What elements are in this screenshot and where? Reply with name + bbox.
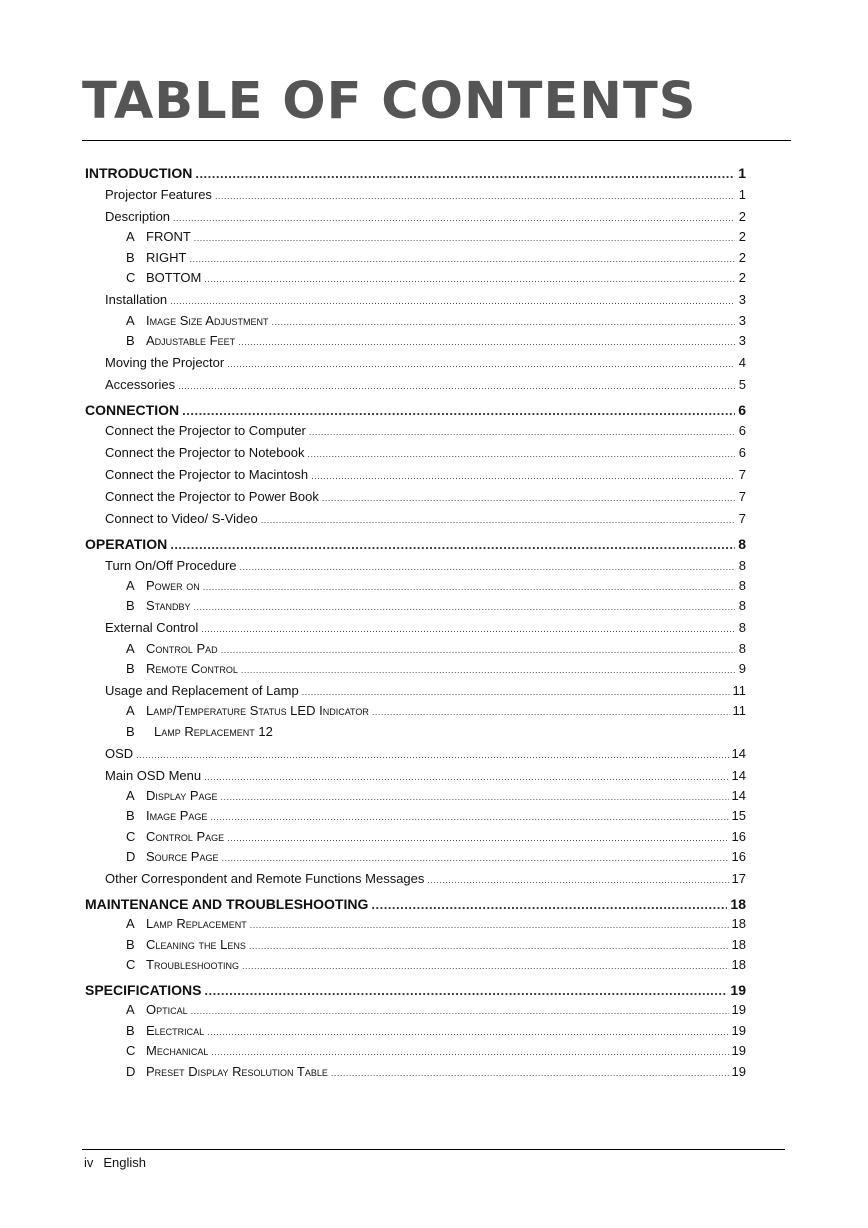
footer-divider bbox=[82, 1149, 785, 1150]
toc-leader-dots bbox=[238, 334, 735, 350]
footer-language: English bbox=[103, 1155, 147, 1170]
toc-entry-text: Main OSD Menu bbox=[105, 768, 202, 783]
toc-entry-text: Control Page bbox=[146, 829, 225, 844]
toc-entry-text: Mechanical bbox=[146, 1043, 209, 1058]
toc-section[interactable] bbox=[105, 377, 746, 393]
toc-entry-text: Adjustable Feet bbox=[146, 333, 236, 348]
toc-leader-dots bbox=[204, 983, 727, 999]
toc-entry-text: Installation bbox=[105, 292, 168, 307]
toc-page-number: 7 bbox=[738, 511, 746, 526]
toc-page-number: 2 bbox=[738, 229, 746, 244]
toc-entry-letter: C bbox=[126, 957, 136, 972]
toc-entry-letter: A bbox=[126, 1002, 135, 1017]
toc-leader-dots bbox=[240, 559, 735, 575]
toc-entry-text: Other Correspondent and Remote Functions Messages bbox=[105, 871, 425, 886]
toc-leader-dots bbox=[221, 850, 728, 866]
toc-subsection[interactable] bbox=[126, 788, 746, 804]
toc-subsection[interactable] bbox=[126, 270, 746, 286]
toc-leader-dots bbox=[215, 188, 735, 204]
toc-entry-label bbox=[85, 896, 368, 912]
toc-section[interactable] bbox=[105, 187, 746, 203]
toc-page-number: 11 bbox=[732, 683, 746, 698]
toc-leader-dots bbox=[191, 1003, 729, 1019]
toc-leader-dots bbox=[194, 599, 735, 615]
toc-leader-dots bbox=[204, 271, 735, 287]
toc-page-number: 18 bbox=[731, 937, 746, 952]
toc-entry-label bbox=[126, 1043, 208, 1059]
toc-chapter[interactable] bbox=[85, 165, 746, 181]
toc-entry-letter: A bbox=[126, 578, 135, 593]
toc-page-number: 11 bbox=[732, 703, 746, 718]
toc-page-number: 18 bbox=[731, 916, 746, 931]
toc-entry-text: RIGHT bbox=[146, 250, 187, 265]
toc-page-number: 7 bbox=[738, 467, 746, 482]
toc-section[interactable] bbox=[105, 558, 746, 574]
toc-entry-text: CONNECTION bbox=[85, 402, 180, 418]
toc-leader-dots bbox=[195, 166, 735, 182]
toc-entry-label bbox=[126, 1002, 188, 1018]
toc-leader-dots bbox=[249, 938, 729, 954]
toc-entry-label bbox=[126, 313, 268, 329]
toc-page-number: 4 bbox=[738, 355, 746, 370]
toc-leader-dots bbox=[136, 747, 728, 763]
toc-leader-dots bbox=[170, 293, 735, 309]
toc-section[interactable] bbox=[105, 489, 746, 505]
toc-entry-label bbox=[126, 808, 207, 824]
toc-page-number: 19 bbox=[730, 982, 746, 998]
toc-entry-letter: C bbox=[126, 1043, 136, 1058]
toc-section[interactable] bbox=[105, 511, 746, 527]
toc-entry-label bbox=[85, 536, 167, 552]
toc-section[interactable] bbox=[105, 445, 746, 461]
toc-section[interactable] bbox=[105, 620, 746, 636]
toc-page-number: 8 bbox=[738, 536, 746, 552]
toc-page-number: 14 bbox=[731, 788, 746, 803]
toc-entry-letter: A bbox=[126, 229, 135, 244]
toc-page-number: 8 bbox=[738, 620, 746, 635]
toc-chapter[interactable] bbox=[85, 536, 746, 552]
toc-entry-text: Display Page bbox=[146, 788, 218, 803]
toc-entry-letter: B bbox=[126, 250, 135, 265]
toc-entry-text: OPERATION bbox=[85, 536, 168, 552]
toc-entry-label bbox=[85, 165, 192, 181]
toc-entry-text: Turn On/Off Procedure bbox=[105, 558, 237, 573]
toc-page-number: 8 bbox=[738, 558, 746, 573]
toc-page-number: 7 bbox=[738, 489, 746, 504]
toc-leader-dots bbox=[221, 642, 735, 658]
toc-subsection[interactable] bbox=[126, 598, 746, 614]
toc-entry-letter: B bbox=[126, 598, 135, 613]
toc-subsection[interactable] bbox=[126, 916, 746, 932]
toc-entry-letter: A bbox=[126, 313, 135, 328]
toc-entry-label bbox=[126, 849, 218, 865]
toc-page-number: 3 bbox=[738, 313, 746, 328]
toc-entry-text: Source Page bbox=[146, 849, 219, 864]
toc-leader-dots bbox=[241, 662, 735, 678]
toc-leader-dots bbox=[227, 356, 735, 372]
toc-page-number: 8 bbox=[738, 598, 746, 613]
toc-page-number: 5 bbox=[738, 377, 746, 392]
toc-entry-text: Description bbox=[105, 209, 171, 224]
toc-section[interactable] bbox=[105, 746, 746, 762]
toc-leader-dots bbox=[307, 446, 735, 462]
toc-page-number: 14 bbox=[731, 768, 746, 783]
toc-page-number: 2 bbox=[738, 250, 746, 265]
toc-subsection[interactable] bbox=[126, 578, 746, 594]
toc-entry-label bbox=[85, 402, 179, 418]
toc-subsection[interactable] bbox=[126, 1064, 746, 1080]
toc-subsection[interactable] bbox=[126, 1002, 746, 1018]
toc-leader-dots bbox=[170, 537, 735, 553]
toc-entry-text: Connect to Video/ S-Video bbox=[105, 511, 258, 526]
toc-entry-label bbox=[126, 333, 235, 349]
toc-entry-text: Power on bbox=[146, 578, 200, 593]
toc-leader-dots bbox=[227, 830, 728, 846]
toc-entry-letter: B bbox=[126, 808, 135, 823]
toc-entry-label bbox=[85, 982, 201, 998]
toc-subsection[interactable] bbox=[126, 937, 746, 953]
toc-leader-dots bbox=[178, 378, 735, 394]
toc-subsection[interactable] bbox=[126, 333, 746, 349]
toc-page-number: 18 bbox=[730, 896, 746, 912]
toc-subsection[interactable] bbox=[126, 661, 746, 677]
toc-page-number: 2 bbox=[738, 270, 746, 285]
toc-entry-letter: A bbox=[126, 788, 135, 803]
toc-entry-label bbox=[105, 620, 198, 636]
toc-leader-dots bbox=[250, 917, 729, 933]
toc-leader-dots bbox=[271, 314, 735, 330]
toc-page-number: 2 bbox=[738, 209, 746, 224]
toc-subsection[interactable] bbox=[126, 641, 746, 657]
toc-page-number: 15 bbox=[731, 808, 746, 823]
toc-entry-label bbox=[126, 957, 239, 973]
toc-entry-letter: B bbox=[126, 724, 135, 739]
toc-leader-dots bbox=[189, 251, 735, 267]
toc-entry-text: Preset Display Resolution Table bbox=[146, 1064, 328, 1079]
toc-entry-text: Control Pad bbox=[146, 641, 218, 656]
toc-leader-dots bbox=[309, 424, 735, 440]
toc-entry-label bbox=[105, 558, 237, 574]
page-footer bbox=[84, 1155, 156, 1170]
toc-entry-text: Remote Control bbox=[146, 661, 238, 676]
title-divider bbox=[82, 140, 791, 141]
toc-leader-dots bbox=[372, 704, 730, 720]
toc-leader-dots bbox=[210, 809, 728, 825]
toc-entry-text: External Control bbox=[105, 620, 199, 635]
toc-page-number: 16 bbox=[731, 829, 746, 844]
toc-entry-label bbox=[126, 788, 218, 804]
toc-entry-letter: B bbox=[126, 937, 135, 952]
toc-subsection[interactable] bbox=[126, 829, 746, 845]
toc-entry-text: FRONT bbox=[146, 229, 191, 244]
toc-entry-text: Electrical bbox=[146, 1023, 205, 1038]
toc-section[interactable] bbox=[105, 292, 746, 308]
toc-page-number: 17 bbox=[731, 871, 746, 886]
toc-entry-label bbox=[126, 229, 191, 245]
toc-leader-dots bbox=[207, 1024, 728, 1040]
toc-entry-letter: A bbox=[126, 641, 135, 656]
toc-entry-label bbox=[126, 1023, 204, 1039]
toc-page-number: 19 bbox=[731, 1043, 746, 1058]
toc-entry-text: Connect the Projector to Macintosh bbox=[105, 467, 309, 482]
page-title: TABLE OF CONTENTS bbox=[82, 72, 697, 131]
toc-subsection[interactable] bbox=[126, 1043, 746, 1059]
toc-page-number: 6 bbox=[738, 402, 746, 418]
toc-entry-text: Usage and Replacement of Lamp bbox=[105, 683, 299, 698]
toc-entry-text: SPECIFICATIONS bbox=[85, 982, 202, 998]
toc-entry-label bbox=[126, 829, 224, 845]
toc-leader-dots bbox=[331, 1065, 729, 1081]
toc-leader-dots bbox=[302, 684, 730, 700]
toc-subsection[interactable] bbox=[126, 849, 746, 865]
toc-entry-label bbox=[105, 377, 175, 393]
toc-entry-text: Accessories bbox=[105, 377, 176, 392]
toc-page-number: 19 bbox=[731, 1002, 746, 1017]
toc-section[interactable] bbox=[105, 768, 746, 784]
toc-entry-label bbox=[126, 1064, 328, 1080]
toc-subsection[interactable] bbox=[126, 313, 746, 329]
toc-entry-letter: A bbox=[126, 703, 135, 718]
toc-page-number: 19 bbox=[731, 1023, 746, 1038]
toc-leader-dots bbox=[427, 872, 728, 888]
toc-entry-label bbox=[105, 445, 304, 461]
toc-entry-text: Connect the Projector to Computer bbox=[105, 423, 306, 438]
toc-subsection[interactable] bbox=[126, 808, 746, 824]
toc-section[interactable] bbox=[105, 683, 746, 699]
toc-section[interactable] bbox=[105, 467, 746, 483]
toc-leader-dots bbox=[203, 579, 735, 595]
toc-entry-text: Standby bbox=[146, 598, 191, 613]
toc-entry-text: Moving the Projector bbox=[105, 355, 225, 370]
toc-leader-dots bbox=[201, 621, 735, 637]
toc-entry-label bbox=[105, 209, 170, 225]
toc-entry-text: Image Page bbox=[146, 808, 208, 823]
footer-page-number: iv bbox=[84, 1155, 94, 1170]
toc-page-number: 9 bbox=[738, 661, 746, 676]
toc-entry-label bbox=[105, 489, 319, 505]
toc-entry-letter: D bbox=[126, 849, 136, 864]
toc-entry-text: Optical bbox=[146, 1002, 188, 1017]
toc-leader-dots bbox=[211, 1044, 728, 1060]
toc-leader-dots bbox=[182, 403, 735, 419]
toc-entry-label bbox=[105, 355, 224, 371]
toc-entry-letter: B bbox=[126, 661, 135, 676]
toc-entry-label bbox=[126, 270, 201, 286]
toc-leader-dots bbox=[371, 897, 727, 913]
toc-page-number: 8 bbox=[738, 578, 746, 593]
toc-entry-text: Projector Features bbox=[105, 187, 212, 202]
toc-page-number: 1 bbox=[738, 165, 746, 181]
toc-entry-label bbox=[105, 871, 424, 887]
toc-section[interactable] bbox=[105, 871, 746, 887]
toc-leader-dots bbox=[173, 210, 735, 226]
toc-subsection[interactable] bbox=[126, 957, 746, 973]
toc-entry-letter: B bbox=[126, 333, 135, 348]
toc-entry-text: Troubleshooting bbox=[146, 957, 239, 972]
toc-leader-dots bbox=[261, 512, 735, 528]
toc-page-number: 14 bbox=[731, 746, 746, 761]
toc-entry-label bbox=[105, 467, 308, 483]
toc-subsection[interactable] bbox=[126, 250, 746, 266]
toc-page-number: 18 bbox=[731, 957, 746, 972]
toc-page-number: 19 bbox=[731, 1064, 746, 1079]
toc-entry-letter: C bbox=[126, 829, 136, 844]
toc-entry-text: MAINTENANCE AND TROUBLESHOOTING bbox=[85, 896, 369, 912]
toc-entry-label bbox=[105, 187, 212, 203]
toc-entry-label bbox=[126, 703, 369, 719]
toc-entry-text: Image Size Adjustment bbox=[146, 313, 269, 328]
toc-page-number: 3 bbox=[738, 292, 746, 307]
toc-leader-dots bbox=[311, 468, 735, 484]
toc-entry-letter: D bbox=[126, 1064, 136, 1079]
toc-chapter[interactable] bbox=[85, 402, 746, 418]
toc-entry-letter: B bbox=[126, 1023, 135, 1038]
toc-entry-label bbox=[105, 423, 306, 439]
toc-leader-dots bbox=[194, 230, 735, 246]
toc-page-number: 16 bbox=[731, 849, 746, 864]
toc-entry-text: Lamp Replacement bbox=[146, 916, 247, 931]
toc-entry-label bbox=[126, 250, 186, 266]
toc-leader-dots bbox=[242, 958, 729, 974]
toc-chapter[interactable] bbox=[85, 982, 746, 998]
toc-entry-text: BOTTOM bbox=[146, 270, 202, 285]
toc-page-number: 6 bbox=[738, 445, 746, 460]
toc-subsection[interactable] bbox=[126, 229, 746, 245]
toc-entry-text: Connect the Projector to Power Book bbox=[105, 489, 319, 504]
toc-entry-text: Lamp/Temperature Status LED Indicator bbox=[146, 703, 369, 718]
toc-page-number: 3 bbox=[738, 333, 746, 348]
toc-entry-label bbox=[105, 768, 201, 784]
toc-entry-text: Lamp Replacement 12 bbox=[154, 724, 273, 739]
toc-entry-label bbox=[126, 578, 200, 594]
toc-entry-label bbox=[105, 292, 167, 308]
toc-entry-text: OSD bbox=[105, 746, 134, 761]
toc-entry-label bbox=[126, 724, 273, 740]
toc-entry-label bbox=[105, 746, 133, 762]
toc-chapter[interactable] bbox=[85, 896, 746, 912]
toc-entry-label bbox=[126, 661, 238, 677]
toc-page-number: 8 bbox=[738, 641, 746, 656]
toc-entry-letter: C bbox=[126, 270, 136, 285]
toc-subsection[interactable] bbox=[126, 1023, 746, 1039]
toc-entry-letter: A bbox=[126, 916, 135, 931]
toc-entry-text: Cleaning the Lens bbox=[146, 937, 246, 952]
toc-entry-label bbox=[105, 511, 258, 527]
toc-section[interactable] bbox=[105, 423, 746, 439]
toc-page-number: 6 bbox=[738, 423, 746, 438]
toc-page-number: 1 bbox=[738, 187, 746, 202]
toc-leader-dots bbox=[322, 490, 735, 506]
toc-section[interactable] bbox=[105, 355, 746, 371]
toc-subsection[interactable] bbox=[126, 703, 746, 719]
toc-entry-label bbox=[126, 641, 218, 657]
toc-entry-label bbox=[126, 598, 191, 614]
toc-leader-dots bbox=[221, 789, 729, 805]
toc-entry-label bbox=[126, 916, 247, 932]
toc-entry-label bbox=[105, 683, 299, 699]
toc-entry-label bbox=[126, 937, 246, 953]
toc-subsection[interactable] bbox=[126, 724, 746, 740]
toc-entry-text: Connect the Projector to Notebook bbox=[105, 445, 305, 460]
toc-section[interactable] bbox=[105, 209, 746, 225]
toc-leader-dots bbox=[204, 769, 728, 785]
toc-entry-text: INTRODUCTION bbox=[85, 165, 193, 181]
